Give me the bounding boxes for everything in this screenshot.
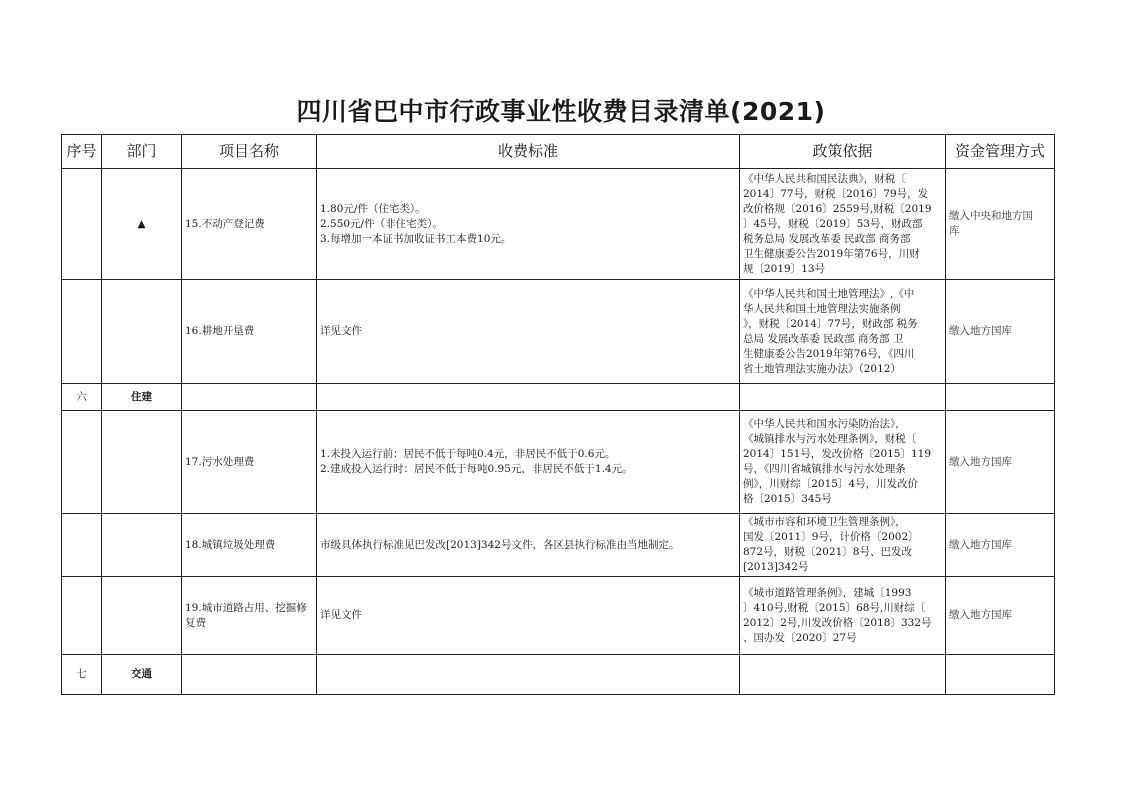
policy-basis-line: 生健康委公告2019年第76号，《四川 [743, 347, 915, 360]
policy-basis-line: 》，财税〔2014〕77号，财政部 税务 [743, 317, 918, 330]
dept-cell [102, 411, 182, 514]
policy-basis-line: 卫生健康委公告2019年第76号，川财 [743, 247, 920, 260]
fee-standard-line: 1.未投入运行前：居民不低于每吨0.4元，非居民不低于0.6元。 [320, 448, 616, 460]
policy-basis-line: 省土地管理法实施办法》（2012） [743, 362, 901, 375]
table-row [62, 411, 1055, 514]
item-name-cell: 16.耕地开垦费 [182, 280, 317, 384]
fee-standard-line: 详见文件 [320, 325, 362, 337]
fee-standard-line: 详见文件 [320, 609, 362, 621]
seq-cell [62, 411, 102, 514]
fund-management-line: 缴入地方国库 [949, 325, 1012, 337]
policy-basis-cell [740, 514, 946, 577]
dept-cell [102, 514, 182, 577]
fee-standard-line: 1.80元/件（住宅类）。 [320, 202, 426, 215]
dept-cell [102, 577, 182, 655]
section-row [62, 655, 1055, 695]
table-body [62, 169, 1055, 695]
empty-cell [946, 384, 1055, 411]
policy-basis-line: 《中华人民共和国土地管理法》,《中 [743, 287, 915, 300]
section-department: 住建 [102, 384, 182, 411]
header-seq: 序号 [62, 135, 102, 169]
policy-basis-line: 、国办发〔2020〕27号 [743, 631, 857, 644]
policy-basis-line: 〕410号,财税〔2015〕68号,川财综〔 [743, 601, 926, 614]
fund-management-cell [946, 280, 1055, 384]
policy-basis-line: 872号，财税〔2021〕8号、巴发改 [743, 546, 912, 558]
empty-cell [740, 384, 946, 411]
fee-catalog-table [61, 134, 1055, 695]
section-number: 七 [62, 655, 102, 695]
seq-cell [62, 577, 102, 655]
fee-standard-cell [317, 411, 740, 514]
empty-cell [182, 384, 317, 411]
policy-basis-cell [740, 411, 946, 514]
fund-management-line: 库 [949, 225, 960, 237]
policy-basis-line: 国发〔2011〕9号，计价格〔2002〕 [743, 531, 919, 543]
policy-basis-line: 《城市市容和环境卫生管理条例》， [743, 516, 906, 528]
policy-basis-line: 税务总局 发展改革委 民政部 商务部 [743, 232, 911, 245]
header-item-name: 项目名称 [182, 135, 317, 169]
empty-cell [317, 655, 740, 695]
empty-cell [182, 655, 317, 695]
policy-basis-line: 《中华人民共和国水污染防治法》， [743, 418, 906, 430]
policy-basis-line: 格〔2015〕345号 [743, 493, 832, 505]
section-department: 交通 [102, 655, 182, 695]
policy-basis-line: 《城市道路管理条例》，建城〔1993 [743, 586, 912, 599]
policy-basis-line: 〕45号，财税〔2019〕53号，财政部 [743, 217, 923, 230]
policy-basis-cell [740, 280, 946, 384]
section-number: 六 [62, 384, 102, 411]
policy-basis-line: 改价格规〔2016〕2559号,财税〔2019 [743, 202, 932, 215]
seq-cell [62, 169, 102, 280]
policy-basis-line: 规〔2019〕13号 [743, 262, 826, 275]
header-fee-standard: 收费标准 [317, 135, 740, 169]
fund-management-line: 缴入地方国库 [949, 538, 1012, 551]
policy-basis-line: 总局 发展改革委 民政部 商务部 卫 [743, 332, 904, 345]
fund-management-cell [946, 169, 1055, 280]
policy-basis-line: 号，《四川省城镇排水与污水处理条 [743, 463, 906, 475]
header-fund-management: 资金管理方式 [946, 135, 1055, 169]
triangle-marker: ▲ [102, 169, 182, 280]
item-name-cell: 18.城镇垃圾处理费 [182, 514, 317, 577]
seq-cell [62, 514, 102, 577]
fee-standard-line: 3.每增加一本证书加收证书工本费10元。 [320, 232, 512, 245]
item-name-cell: 17.污水处理费 [182, 411, 317, 514]
dept-cell [102, 280, 182, 384]
document-title: 四川省巴中市行政事业性收费目录清单(2021) [296, 97, 826, 126]
policy-basis-cell [740, 169, 946, 280]
empty-cell [317, 384, 740, 411]
table-row [62, 169, 1055, 280]
empty-cell [946, 655, 1055, 695]
policy-basis-line: 华人民共和国土地管理法实施条例 [743, 302, 901, 315]
item-name-cell: 19.城市道路占用、挖掘修复费 [182, 577, 317, 655]
policy-basis-line: 2014〕151号，发改价格〔2015〕119 [743, 448, 932, 460]
policy-basis-line: 《中华人民共和国民法典》，财税〔 [743, 172, 906, 185]
section-row [62, 384, 1055, 411]
header-dept: 部门 [102, 135, 182, 169]
header-policy-basis: 政策依据 [740, 135, 946, 169]
fee-standard-cell [317, 514, 740, 577]
empty-cell [740, 655, 946, 695]
fund-management-cell [946, 411, 1055, 514]
fund-management-line: 缴入地方国库 [949, 609, 1012, 621]
fund-management-cell [946, 577, 1055, 655]
fee-standard-cell [317, 577, 740, 655]
fee-standard-cell [317, 169, 740, 280]
fund-management-line: 缴入地方国库 [949, 455, 1012, 468]
policy-basis-line: 2012〕2号,川发改价格〔2018〕332号 [743, 616, 932, 629]
fee-standard-line: 市级具体执行标准见巴发改[2013]342号文件，各区县执行标准由当地制定。 [320, 538, 680, 551]
policy-basis-line: 《城镇排水与污水处理条例》，财税〔 [743, 433, 917, 445]
fee-standard-line: 2.建成投入运行时：居民不低于每吨0.95元，非居民不低于1.4元。 [320, 463, 633, 475]
table-row [62, 514, 1055, 577]
policy-basis-cell [740, 577, 946, 655]
fee-standard-cell [317, 280, 740, 384]
seq-cell [62, 280, 102, 384]
fee-standard-line: 2.550元/件（非住宅类）。 [320, 217, 443, 230]
policy-basis-line: [2013]342号 [743, 561, 809, 573]
table-row [62, 577, 1055, 655]
item-name-cell: 15.不动产登记费 [182, 169, 317, 280]
table-header-row [62, 135, 1055, 169]
policy-basis-line: 2014〕77号，财税〔2016〕79号，发 [743, 187, 929, 200]
policy-basis-line: 例》，川财综〔2015〕4号，川发改价 [743, 478, 919, 490]
table-row [62, 280, 1055, 384]
fund-management-line: 缴入中央和地方国 [949, 210, 1033, 222]
fund-management-cell [946, 514, 1055, 577]
